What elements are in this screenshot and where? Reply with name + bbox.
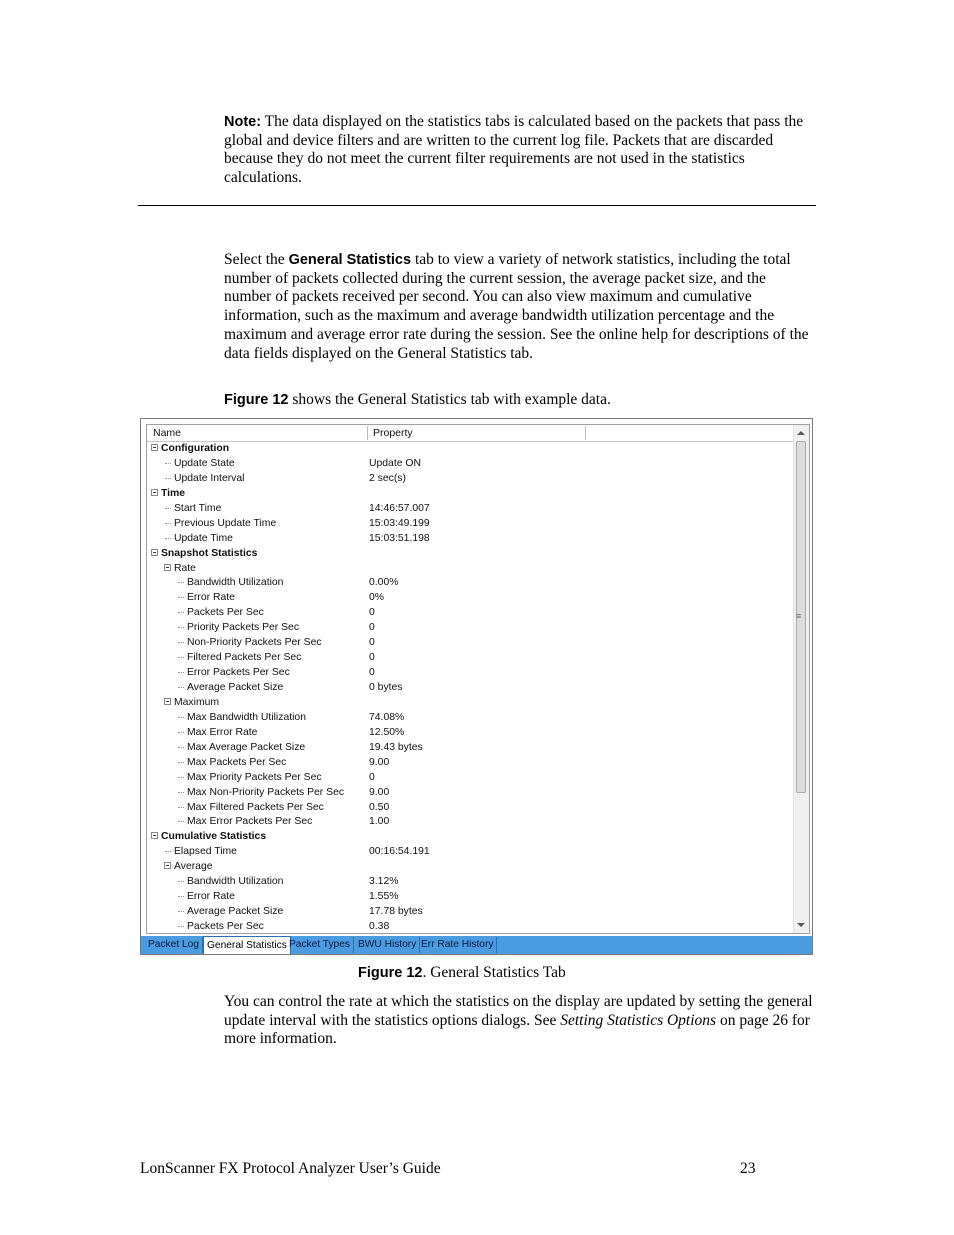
tree-row[interactable] — [147, 456, 797, 471]
column-header-name[interactable]: Name — [153, 427, 182, 439]
tree-connector — [178, 896, 184, 897]
tab-packet-types[interactable]: Packet Types — [286, 937, 354, 953]
tree-rows — [147, 441, 797, 934]
row-value: 15:03:49.199 — [369, 517, 430, 529]
tree-row[interactable] — [147, 546, 797, 561]
tree-connector — [165, 463, 171, 464]
row-value: 15:03:51.198 — [369, 532, 430, 544]
tree-connector — [178, 672, 184, 673]
tree-connector — [165, 508, 171, 509]
row-name: Packets Per Sec — [187, 921, 264, 932]
row-value: 17.78 bytes — [369, 906, 423, 918]
closing-post: on page 26 for more information. — [224, 1011, 810, 1048]
row-name: Update Time — [174, 532, 233, 544]
tree-connector — [178, 597, 184, 598]
tree-row[interactable] — [147, 516, 797, 531]
intro-tab-name: General Statistics — [288, 252, 412, 268]
tree-connector — [178, 732, 184, 733]
row-name: Max Packets Per Sec — [187, 756, 287, 768]
row-value: 1.55% — [369, 891, 399, 903]
tree-connector — [178, 717, 184, 718]
tree-row[interactable] — [147, 874, 797, 889]
row-name: Average — [174, 861, 213, 873]
tree-row[interactable] — [147, 814, 797, 829]
row-name: Error Rate — [187, 891, 235, 903]
tree-row[interactable] — [147, 531, 797, 546]
tree-row[interactable] — [147, 829, 797, 844]
tree-connector — [178, 612, 184, 613]
tree-row[interactable] — [147, 919, 797, 934]
collapse-toggle-icon[interactable] — [164, 698, 171, 705]
tree-row[interactable] — [147, 785, 797, 800]
tree-row[interactable] — [147, 620, 797, 635]
tree-row[interactable] — [147, 471, 797, 486]
row-name: Time — [161, 487, 186, 499]
tree-connector — [178, 821, 184, 822]
tree-row[interactable] — [147, 889, 797, 904]
tree-connector — [178, 792, 184, 793]
row-value: 2 sec(s) — [369, 472, 406, 484]
tab-general-statistics[interactable]: General Statistics — [203, 936, 291, 954]
row-value: 74.08% — [369, 711, 405, 723]
row-name: Average Packet Size — [187, 906, 284, 918]
scrollbar-grip-icon: ≡ — [796, 611, 802, 621]
row-value: 0% — [369, 592, 385, 604]
tree-connector — [178, 687, 184, 688]
tab-packet-log[interactable]: Packet Log — [145, 937, 203, 953]
statistics-window-screenshot — [140, 418, 813, 955]
tree-row[interactable] — [147, 904, 797, 919]
tab-bwu-history[interactable]: BWU History — [355, 937, 420, 953]
tree-connector — [178, 777, 184, 778]
row-value: 1.00 — [369, 816, 390, 828]
row-value: 14:46:57.007 — [369, 502, 430, 514]
row-name: Average Packet Size — [187, 682, 284, 693]
tree-row[interactable] — [147, 800, 797, 815]
row-name: Rate — [174, 562, 196, 574]
row-name: Error Rate — [187, 592, 235, 604]
row-name: Max Priority Packets Per Sec — [187, 771, 322, 783]
footer-title: LonScanner FX Protocol Analyzer User’s Guide — [140, 1160, 441, 1177]
tree-row[interactable] — [147, 680, 797, 695]
row-name: Priority Packets Per Sec — [187, 622, 300, 634]
section-divider — [138, 205, 816, 206]
tree-row[interactable] — [147, 441, 797, 456]
tab-strip — [141, 936, 812, 954]
figure-reference — [224, 391, 816, 410]
tree-row[interactable] — [147, 770, 797, 785]
footer-page-number: 23 — [740, 1160, 756, 1177]
row-name: Max Bandwidth Utilization — [187, 711, 306, 723]
tree-connector — [178, 807, 184, 808]
row-value: 9.00 — [369, 786, 390, 798]
row-value: 0 bytes — [369, 682, 403, 693]
row-value: 3.12% — [369, 876, 399, 888]
row-value: 0 — [369, 667, 375, 679]
tree-row[interactable] — [147, 605, 797, 620]
collapse-toggle-icon[interactable] — [164, 564, 171, 571]
note-text: The data displayed on the statistics tabs is calculated based on the packets that pass the global and device filters and are written to the current log file. Packets that are discarded because they do not meet the current filter requirements are not used in the statistics calculations. — [224, 113, 804, 187]
collapse-toggle-icon[interactable] — [151, 832, 158, 839]
tree-connector — [178, 642, 184, 643]
tree-connector — [178, 926, 184, 927]
tree-row[interactable] — [147, 501, 797, 516]
collapse-toggle-icon[interactable] — [151, 489, 158, 496]
tree-row[interactable] — [147, 740, 797, 755]
tree-row[interactable] — [147, 725, 797, 740]
row-name: Non-Priority Packets Per Sec — [187, 637, 322, 649]
row-value: 19.43 bytes — [369, 741, 423, 753]
tree-connector — [178, 747, 184, 748]
row-name: Previous Update Time — [174, 517, 277, 529]
tab-err-rate-history[interactable]: Err Rate History — [418, 937, 497, 953]
tree-row[interactable] — [147, 635, 797, 650]
tree-connector — [178, 582, 184, 583]
tree-connector — [165, 523, 171, 524]
intro-pre: Select the — [224, 251, 289, 268]
closing-paragraph — [224, 993, 816, 1049]
row-name: Max Error Packets Per Sec — [187, 816, 313, 828]
note-paragraph — [224, 113, 816, 188]
row-name: Filtered Packets Per Sec — [187, 652, 302, 664]
row-name: Bandwidth Utilization — [187, 876, 284, 888]
statistics-tree-grid — [146, 424, 810, 934]
tree-row[interactable] — [147, 486, 797, 501]
row-name: Max Average Packet Size — [187, 741, 306, 753]
tree-row[interactable] — [147, 575, 797, 590]
tree-row[interactable] — [147, 755, 797, 770]
caption-label: Figure 12 — [358, 965, 423, 981]
tree-row[interactable] — [147, 561, 797, 576]
closing-link-title: Setting Statistics Options — [560, 1011, 717, 1029]
column-separator[interactable] — [585, 426, 586, 440]
intro-post: tab to view a variety of network statistics, including the total number of packets collected during the current session, the average packet size, and the number of packets received per second. You can also view maximum and cumulative information, such as the maximum and average bandwidth utilization percentage and the maximum and average error rate during the session. See the online help for descriptions of the data fields displayed on the General Statistics tab. — [224, 251, 809, 362]
closing-pre: You can control the rate at which the statistics on the display are updated by setting the general update interval with the statistics options dialogs. See — [224, 993, 813, 1029]
tree-row[interactable] — [147, 844, 797, 859]
collapse-toggle-icon[interactable] — [151, 549, 158, 556]
tree-row[interactable] — [147, 859, 797, 874]
row-value: 0.50 — [369, 801, 390, 813]
column-header — [147, 425, 797, 442]
row-name: Update State — [174, 457, 235, 469]
caption-text: . General Statistics Tab — [422, 964, 566, 981]
tree-connector — [178, 762, 184, 763]
vertical-scrollbar[interactable] — [793, 425, 809, 933]
row-value: 0 — [369, 607, 375, 619]
row-name: Configuration — [161, 443, 230, 454]
row-name: Max Non-Priority Packets Per Sec — [187, 786, 345, 798]
row-name: Maximum — [174, 696, 220, 708]
row-value: 00:16:54.191 — [369, 846, 430, 858]
scroll-down-arrow-icon[interactable] — [797, 923, 805, 927]
row-value: 0.38 — [369, 921, 390, 932]
row-value: 9.00 — [369, 756, 390, 768]
row-name: Max Filtered Packets Per Sec — [187, 801, 324, 813]
row-value: 12.50% — [369, 726, 405, 738]
row-name: Snapshot Statistics — [161, 547, 258, 559]
tree-row[interactable] — [147, 590, 797, 605]
row-name: Error Packets Per Sec — [187, 667, 290, 679]
row-name: Packets Per Sec — [187, 607, 264, 619]
tree-row[interactable] — [147, 710, 797, 725]
tree-connector — [165, 538, 171, 539]
intro-paragraph — [224, 251, 816, 363]
tree-row[interactable] — [147, 650, 797, 665]
row-name: Cumulative Statistics — [161, 831, 267, 843]
row-name: Start Time — [174, 502, 222, 514]
tree-connector — [178, 627, 184, 628]
figure-ref-label: Figure 12 — [224, 392, 289, 408]
row-value: Update ON — [369, 457, 421, 469]
tree-row[interactable] — [147, 695, 797, 710]
tree-connector — [165, 851, 171, 852]
row-value: 0 — [369, 622, 375, 634]
row-name: Update Interval — [174, 472, 245, 484]
row-value: 0.00% — [369, 577, 399, 589]
tree-connector — [178, 911, 184, 912]
tree-connector — [165, 478, 171, 479]
tree-row[interactable] — [147, 665, 797, 680]
row-name: Elapsed Time — [174, 846, 237, 858]
row-name: Max Error Rate — [187, 726, 258, 738]
column-header-property[interactable]: Property — [373, 427, 413, 439]
collapse-toggle-icon[interactable] — [164, 862, 171, 869]
row-value: 0 — [369, 652, 375, 664]
collapse-toggle-icon[interactable] — [151, 444, 158, 451]
tree-connector — [178, 657, 184, 658]
row-value: 0 — [369, 771, 375, 783]
scroll-up-arrow-icon[interactable] — [797, 431, 805, 435]
note-label: Note: — [224, 114, 262, 130]
figure-ref-text: shows the General Statistics tab with example data. — [288, 391, 611, 408]
row-name: Bandwidth Utilization — [187, 577, 284, 589]
tree-connector — [178, 881, 184, 882]
row-value: 0 — [369, 637, 375, 649]
